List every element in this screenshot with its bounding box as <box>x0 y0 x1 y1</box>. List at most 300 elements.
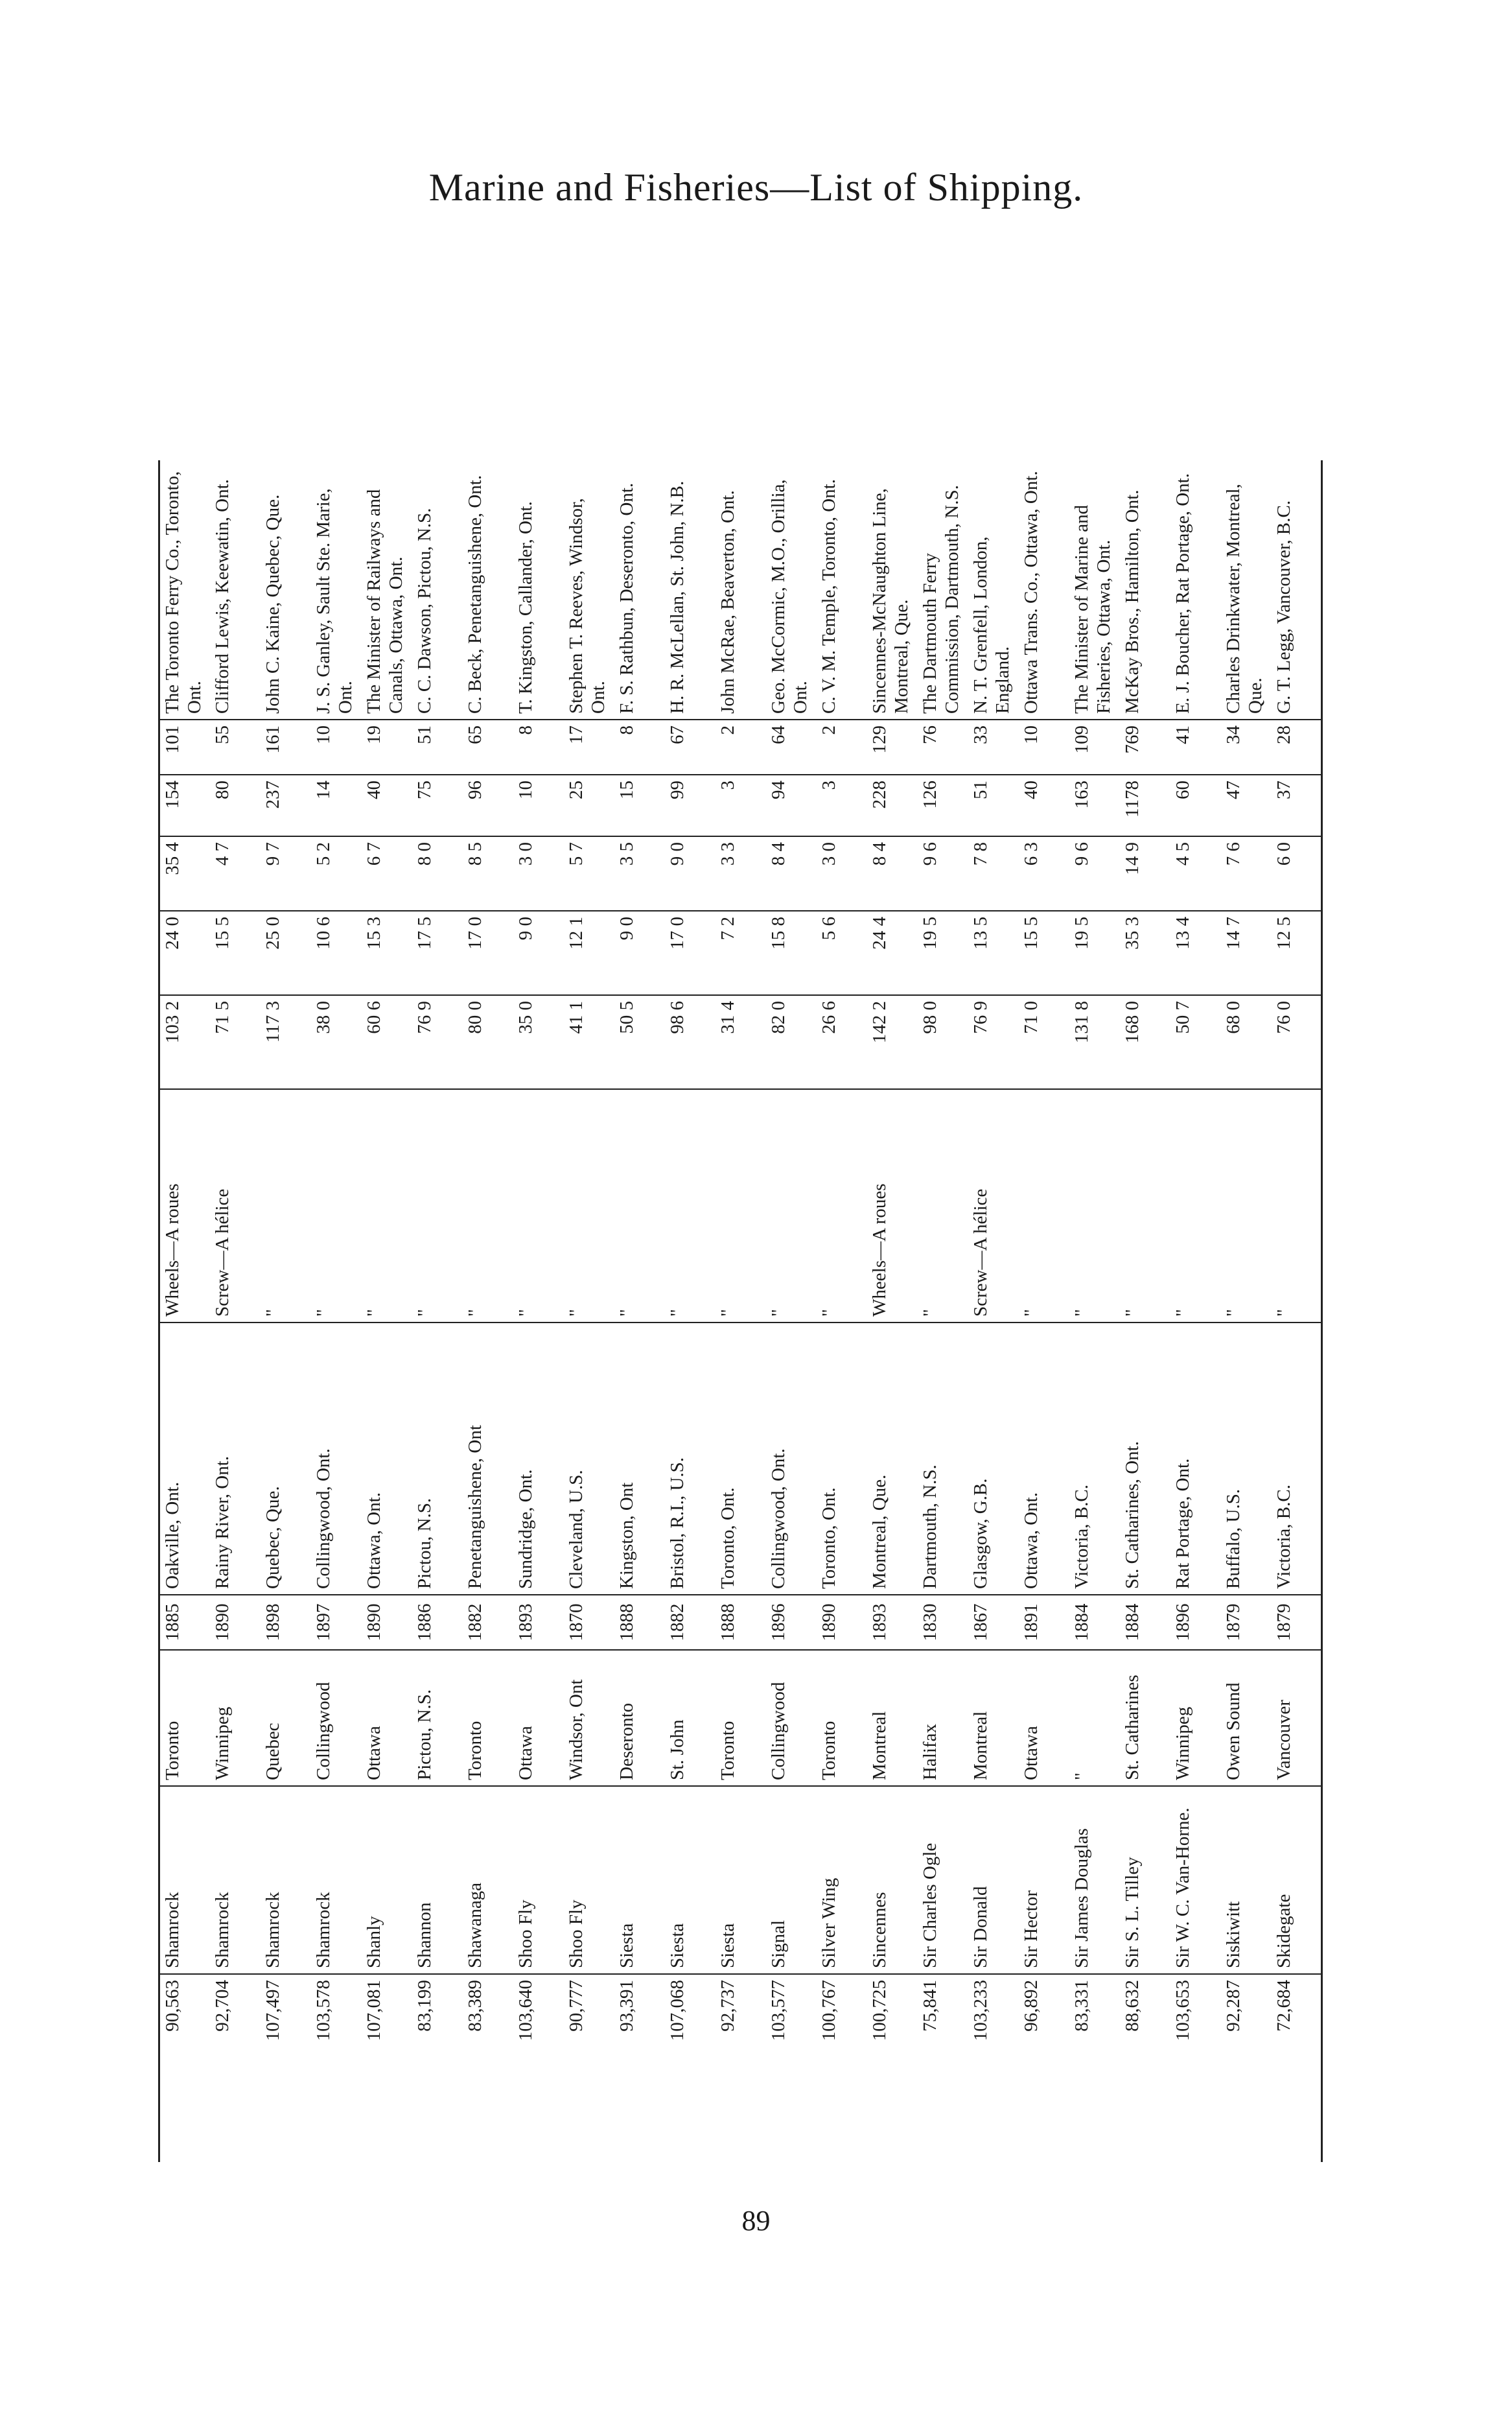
net-tonnage-cell: 17 <box>564 720 614 775</box>
where-built-cell: Bristol, R.I., U.S. <box>665 1323 715 1595</box>
year-built-cell: 1898 <box>261 1595 311 1650</box>
year-built-cell: 1897 <box>311 1595 362 1650</box>
table-row <box>311 460 362 2162</box>
owner-cell: Stephen T. Reeves, Windsor, Ont. <box>565 498 609 714</box>
table-row <box>867 460 918 2162</box>
net-tonnage-cell: 55 <box>210 720 261 775</box>
page-number: 89 <box>741 2205 771 2237</box>
gross-tonnage-cell: 228 <box>867 775 918 836</box>
table-row <box>1069 460 1120 2162</box>
official-number-cell: 100,767 <box>817 1974 867 2162</box>
where-built-cell: Dartmouth, N.S. <box>918 1323 968 1595</box>
year-built-cell: 1884 <box>1120 1595 1170 1650</box>
official-number-cell: 107,497 <box>261 1974 311 2162</box>
owner-cell: Sincennes-McNaughton Line, Montreal, Que. <box>868 488 912 714</box>
port-of-registry-cell: Vancouver <box>1272 1650 1322 1786</box>
gross-tonnage-cell: 126 <box>918 775 968 836</box>
owner-cell: Geo. McCormic, M.O., Orillia, Ont. <box>767 479 811 714</box>
port-of-registry-cell: Toronto <box>159 1650 210 1786</box>
table-row <box>766 460 817 2162</box>
propulsion-cell: " <box>412 1089 463 1323</box>
propulsion-cell: " <box>513 1089 564 1323</box>
breadth-cell: 17 0 <box>463 911 513 995</box>
vessel-name-cell: Siskiwitt <box>1221 1786 1272 1974</box>
official-number-cell: 103,653 <box>1170 1974 1221 2162</box>
shipping-table-body <box>159 460 1322 2162</box>
year-built-cell: 1888 <box>715 1595 766 1650</box>
breadth-cell: 35 3 <box>1120 911 1170 995</box>
vessel-name-cell: Shamrock <box>311 1786 362 1974</box>
where-built-cell: Collingwood, Ont. <box>311 1323 362 1595</box>
official-number-cell: 103,640 <box>513 1974 564 2162</box>
official-number-cell: 100,725 <box>867 1974 918 2162</box>
year-built-cell: 1885 <box>159 1595 210 1650</box>
where-built-cell: Rainy River, Ont. <box>210 1323 261 1595</box>
depth-cell: 3 0 <box>513 836 564 911</box>
depth-cell: 8 5 <box>463 836 513 911</box>
official-number-cell: 103,577 <box>766 1974 817 2162</box>
vessel-name-cell: Siesta <box>614 1786 665 1974</box>
net-tonnage-cell: 28 <box>1272 720 1322 775</box>
year-built-cell: 1879 <box>1221 1595 1272 1650</box>
port-of-registry-cell: Toronto <box>817 1650 867 1786</box>
shipping-table <box>158 460 1323 2162</box>
where-built-cell: Cleveland, U.S. <box>564 1323 614 1595</box>
net-tonnage-cell: 769 <box>1120 720 1170 775</box>
propulsion-cell: Wheels—A roues <box>867 1089 918 1323</box>
year-built-cell: 1830 <box>918 1595 968 1650</box>
gross-tonnage-cell: 37 <box>1272 775 1322 836</box>
gross-tonnage-cell: 80 <box>210 775 261 836</box>
vessel-name-cell: Shoo Fly <box>513 1786 564 1974</box>
propulsion-cell: " <box>564 1089 614 1323</box>
owner-cell: Ottawa Trans. Co., Ottawa, Ont. <box>1020 471 1041 714</box>
official-number-cell: 90,777 <box>564 1974 614 2162</box>
year-built-cell: 1888 <box>614 1595 665 1650</box>
table-row <box>715 460 766 2162</box>
year-built-cell: 1882 <box>463 1595 513 1650</box>
net-tonnage-cell: 129 <box>867 720 918 775</box>
year-built-cell: 1867 <box>968 1595 1019 1650</box>
owner-cell: Charles Drinkwater, Montreal, Que. <box>1222 484 1266 714</box>
where-built-cell: Collingwood, Ont. <box>766 1323 817 1595</box>
propulsion-cell: " <box>311 1089 362 1323</box>
gross-tonnage-cell: 1178 <box>1120 775 1170 836</box>
port-of-registry-cell: Winnipeg <box>1170 1650 1221 1786</box>
length-cell: 26 6 <box>817 995 867 1089</box>
vessel-name-cell: Shawanaga <box>463 1786 513 1974</box>
owner-cell: John McRae, Beaverton, Ont. <box>717 490 738 714</box>
official-number-cell: 88,632 <box>1120 1974 1170 2162</box>
net-tonnage-cell: 41 <box>1170 720 1221 775</box>
depth-cell: 6 7 <box>362 836 412 911</box>
official-number-cell: 103,578 <box>311 1974 362 2162</box>
port-of-registry-cell: Deseronto <box>614 1650 665 1786</box>
gross-tonnage-cell: 154 <box>159 775 210 836</box>
breadth-cell: 25 0 <box>261 911 311 995</box>
table-row <box>513 460 564 2162</box>
depth-cell: 4 5 <box>1170 836 1221 911</box>
propulsion-cell: " <box>1120 1089 1170 1323</box>
net-tonnage-cell: 101 <box>159 720 210 775</box>
breadth-cell: 13 4 <box>1170 911 1221 995</box>
vessel-name-cell: Skidegate <box>1272 1786 1322 1974</box>
table-row <box>665 460 715 2162</box>
net-tonnage-cell: 8 <box>614 720 665 775</box>
net-tonnage-cell: 109 <box>1069 720 1120 775</box>
where-built-cell: Penetanguishene, Ont <box>463 1323 513 1595</box>
vessel-name-cell: Shamrock <box>210 1786 261 1974</box>
owner-cell: E. J. Boucher, Rat Portage, Ont. <box>1172 473 1193 714</box>
breadth-cell: 5 6 <box>817 911 867 995</box>
official-number-cell: 92,287 <box>1221 1974 1272 2162</box>
breadth-cell: 12 1 <box>564 911 614 995</box>
net-tonnage-cell: 161 <box>261 720 311 775</box>
owner-cell: C. V. M. Temple, Toronto, Ont. <box>818 479 839 714</box>
page-title: Marine and Fisheries—List of Shipping. <box>428 166 1084 209</box>
length-cell: 131 8 <box>1069 995 1120 1089</box>
official-number-cell: 83,331 <box>1069 1974 1120 2162</box>
where-built-cell: Buffalo, U.S. <box>1221 1323 1272 1595</box>
breadth-cell: 13 5 <box>968 911 1019 995</box>
net-tonnage-cell: 10 <box>1019 720 1069 775</box>
gross-tonnage-cell: 163 <box>1069 775 1120 836</box>
propulsion-cell: " <box>261 1089 311 1323</box>
port-of-registry-cell: Collingwood <box>311 1650 362 1786</box>
length-cell: 71 0 <box>1019 995 1069 1089</box>
official-number-cell: 83,199 <box>412 1974 463 2162</box>
port-of-registry-cell: Winnipeg <box>210 1650 261 1786</box>
owner-cell: C. Beck, Penetanguishene, Ont. <box>464 475 485 714</box>
where-built-cell: Victoria, B.C. <box>1272 1323 1322 1595</box>
gross-tonnage-cell: 60 <box>1170 775 1221 836</box>
gross-tonnage-cell: 51 <box>968 775 1019 836</box>
where-built-cell: Toronto, Ont. <box>817 1323 867 1595</box>
table-row <box>261 460 311 2162</box>
depth-cell: 6 0 <box>1272 836 1322 911</box>
year-built-cell: 1891 <box>1019 1595 1069 1650</box>
table-row <box>564 460 614 2162</box>
length-cell: 98 6 <box>665 995 715 1089</box>
where-built-cell: Victoria, B.C. <box>1069 1323 1120 1595</box>
length-cell: 50 5 <box>614 995 665 1089</box>
where-built-cell: Quebec, Que. <box>261 1323 311 1595</box>
owner-cell: The Minister of Marine and Fisheries, Ottawa, Ont. <box>1071 504 1114 714</box>
owner-cell: H. R. McLellan, St. John, N.B. <box>666 480 688 714</box>
gross-tonnage-cell: 94 <box>766 775 817 836</box>
vessel-name-cell: Shamrock <box>159 1786 210 1974</box>
vessel-name-cell: Siesta <box>715 1786 766 1974</box>
table-row <box>1019 460 1069 2162</box>
length-cell: 31 4 <box>715 995 766 1089</box>
length-cell: 117 3 <box>261 995 311 1089</box>
port-of-registry-cell: Collingwood <box>766 1650 817 1786</box>
depth-cell: 9 0 <box>665 836 715 911</box>
where-built-cell: Ottawa, Ont. <box>1019 1323 1069 1595</box>
owner-cell: C. C. Dawson, Pictou, N.S. <box>413 508 435 714</box>
where-built-cell: Sundridge, Ont. <box>513 1323 564 1595</box>
gross-tonnage-cell: 47 <box>1221 775 1272 836</box>
table-row <box>918 460 968 2162</box>
port-of-registry-cell: Pictou, N.S. <box>412 1650 463 1786</box>
year-built-cell: 1896 <box>1170 1595 1221 1650</box>
vessel-name-cell: Sir Donald <box>968 1786 1019 1974</box>
depth-cell: 9 6 <box>1069 836 1120 911</box>
vessel-name-cell: Silver Wing <box>817 1786 867 1974</box>
propulsion-cell: " <box>817 1089 867 1323</box>
propulsion-cell: " <box>614 1089 665 1323</box>
propulsion-cell: Screw—A hélice <box>968 1089 1019 1323</box>
net-tonnage-cell: 67 <box>665 720 715 775</box>
gross-tonnage-cell: 96 <box>463 775 513 836</box>
year-built-cell: 1893 <box>513 1595 564 1650</box>
table-row <box>463 460 513 2162</box>
breadth-cell: 24 4 <box>867 911 918 995</box>
gross-tonnage-cell: 40 <box>1019 775 1069 836</box>
propulsion-cell: Screw—A hélice <box>210 1089 261 1323</box>
port-of-registry-cell: Toronto <box>715 1650 766 1786</box>
length-cell: 41 1 <box>564 995 614 1089</box>
official-number-cell: 90,563 <box>159 1974 210 2162</box>
port-of-registry-cell: Quebec <box>261 1650 311 1786</box>
where-built-cell: Kingston, Ont <box>614 1323 665 1595</box>
official-number-cell: 92,704 <box>210 1974 261 2162</box>
official-number-cell: 107,081 <box>362 1974 412 2162</box>
year-built-cell: 1893 <box>867 1595 918 1650</box>
gross-tonnage-cell: 40 <box>362 775 412 836</box>
port-of-registry-cell: Windsor, Ont <box>564 1650 614 1786</box>
depth-cell: 8 4 <box>867 836 918 911</box>
port-of-registry-cell: Halifax <box>918 1650 968 1786</box>
length-cell: 82 0 <box>766 995 817 1089</box>
length-cell: 76 0 <box>1272 995 1322 1089</box>
where-built-cell: St. Catharines, Ont. <box>1120 1323 1170 1595</box>
breadth-cell: 15 3 <box>362 911 412 995</box>
depth-cell: 14 9 <box>1120 836 1170 911</box>
owner-cell: The Toronto Ferry Co., Toronto, Ont. <box>162 471 205 714</box>
vessel-name-cell: Signal <box>766 1786 817 1974</box>
gross-tonnage-cell: 25 <box>564 775 614 836</box>
net-tonnage-cell: 33 <box>968 720 1019 775</box>
propulsion-cell: " <box>1019 1089 1069 1323</box>
length-cell: 103 2 <box>159 995 210 1089</box>
length-cell: 60 6 <box>362 995 412 1089</box>
port-of-registry-cell: Ottawa <box>1019 1650 1069 1786</box>
vessel-name-cell: Sincennes <box>867 1786 918 1974</box>
table-row <box>210 460 261 2162</box>
table-row <box>1221 460 1272 2162</box>
owner-cell: J. S. Ganley, Sault Ste. Marie, Ont. <box>312 488 356 714</box>
year-built-cell: 1896 <box>766 1595 817 1650</box>
table-row <box>1272 460 1322 2162</box>
owner-cell: N. T. Grenfell, London, England. <box>970 536 1013 714</box>
length-cell: 35 0 <box>513 995 564 1089</box>
owner-cell: The Minister of Railways and Canals, Ottawa, Ont. <box>363 489 406 714</box>
depth-cell: 35 4 <box>159 836 210 911</box>
breadth-cell: 19 5 <box>1069 911 1120 995</box>
gross-tonnage-cell: 99 <box>665 775 715 836</box>
table-row <box>362 460 412 2162</box>
net-tonnage-cell: 10 <box>311 720 362 775</box>
official-number-cell: 103,233 <box>968 1974 1019 2162</box>
gross-tonnage-cell: 3 <box>715 775 766 836</box>
depth-cell: 8 4 <box>766 836 817 911</box>
propulsion-cell: " <box>918 1089 968 1323</box>
breadth-cell: 15 5 <box>1019 911 1069 995</box>
year-built-cell: 1890 <box>817 1595 867 1650</box>
breadth-cell: 9 0 <box>513 911 564 995</box>
year-built-cell: 1870 <box>564 1595 614 1650</box>
vessel-name-cell: Sir Charles Ogle <box>918 1786 968 1974</box>
gross-tonnage-cell: 75 <box>412 775 463 836</box>
propulsion-cell: " <box>715 1089 766 1323</box>
net-tonnage-cell: 65 <box>463 720 513 775</box>
table-row <box>412 460 463 2162</box>
breadth-cell: 17 5 <box>412 911 463 995</box>
breadth-cell: 10 6 <box>311 911 362 995</box>
port-of-registry-cell: " <box>1069 1650 1120 1786</box>
owner-cell: John C. Kaine, Quebec, Que. <box>262 494 283 714</box>
official-number-cell: 107,068 <box>665 1974 715 2162</box>
propulsion-cell: " <box>362 1089 412 1323</box>
year-built-cell: 1884 <box>1069 1595 1120 1650</box>
vessel-name-cell: Shamrock <box>261 1786 311 1974</box>
net-tonnage-cell: 8 <box>513 720 564 775</box>
breadth-cell: 15 8 <box>766 911 817 995</box>
shipping-table-rotated <box>158 460 1312 2162</box>
owner-cell: G. T. Legg, Vancouver, B.C. <box>1273 500 1294 714</box>
official-number-cell: 93,391 <box>614 1974 665 2162</box>
depth-cell: 8 0 <box>412 836 463 911</box>
official-number-cell: 75,841 <box>918 1974 968 2162</box>
owner-cell: The Dartmouth Ferry Commission, Dartmouth, N.S. <box>919 485 962 714</box>
breadth-cell: 24 0 <box>159 911 210 995</box>
net-tonnage-cell: 2 <box>715 720 766 775</box>
depth-cell: 5 7 <box>564 836 614 911</box>
gross-tonnage-cell: 15 <box>614 775 665 836</box>
owner-cell: T. Kingston, Callander, Ont. <box>515 501 536 714</box>
breadth-cell: 15 5 <box>210 911 261 995</box>
vessel-name-cell: Shannon <box>412 1786 463 1974</box>
vessel-name-cell: Sir S. L. Tilley <box>1120 1786 1170 1974</box>
where-built-cell: Rat Portage, Ont. <box>1170 1323 1221 1595</box>
depth-cell: 7 6 <box>1221 836 1272 911</box>
year-built-cell: 1886 <box>412 1595 463 1650</box>
length-cell: 50 7 <box>1170 995 1221 1089</box>
where-built-cell: Glasgow, G.B. <box>968 1323 1019 1595</box>
table-row <box>1120 460 1170 2162</box>
table-row <box>614 460 665 2162</box>
propulsion-cell: " <box>1069 1089 1120 1323</box>
owner-cell: McKay Bros., Hamilton, Ont. <box>1121 489 1143 714</box>
depth-cell: 5 2 <box>311 836 362 911</box>
port-of-registry-cell: Ottawa <box>362 1650 412 1786</box>
breadth-cell: 7 2 <box>715 911 766 995</box>
propulsion-cell: " <box>463 1089 513 1323</box>
length-cell: 76 9 <box>412 995 463 1089</box>
propulsion-cell: Wheels—A roues <box>159 1089 210 1323</box>
table-row <box>1170 460 1221 2162</box>
length-cell: 68 0 <box>1221 995 1272 1089</box>
vessel-name-cell: Sir W. C. Van-Horne. <box>1170 1786 1221 1974</box>
breadth-cell: 9 0 <box>614 911 665 995</box>
propulsion-cell: " <box>665 1089 715 1323</box>
length-cell: 142 2 <box>867 995 918 1089</box>
where-built-cell: Ottawa, Ont. <box>362 1323 412 1595</box>
depth-cell: 7 8 <box>968 836 1019 911</box>
table-row <box>817 460 867 2162</box>
breadth-cell: 14 7 <box>1221 911 1272 995</box>
port-of-registry-cell: Montreal <box>867 1650 918 1786</box>
propulsion-cell: " <box>1272 1089 1322 1323</box>
vessel-name-cell: Sir Hector <box>1019 1786 1069 1974</box>
net-tonnage-cell: 76 <box>918 720 968 775</box>
propulsion-cell: " <box>1221 1089 1272 1323</box>
port-of-registry-cell: Toronto <box>463 1650 513 1786</box>
official-number-cell: 92,737 <box>715 1974 766 2162</box>
where-built-cell: Oakville, Ont. <box>159 1323 210 1595</box>
depth-cell: 3 5 <box>614 836 665 911</box>
net-tonnage-cell: 2 <box>817 720 867 775</box>
depth-cell: 9 6 <box>918 836 968 911</box>
length-cell: 38 0 <box>311 995 362 1089</box>
official-number-cell: 96,892 <box>1019 1974 1069 2162</box>
vessel-name-cell: Shanly <box>362 1786 412 1974</box>
table-row <box>159 460 210 2162</box>
gross-tonnage-cell: 237 <box>261 775 311 836</box>
gross-tonnage-cell: 3 <box>817 775 867 836</box>
owner-cell: F. S. Rathbun, Deseronto, Ont. <box>616 482 637 714</box>
port-of-registry-cell: Montreal <box>968 1650 1019 1786</box>
length-cell: 98 0 <box>918 995 968 1089</box>
where-built-cell: Pictou, N.S. <box>412 1323 463 1595</box>
year-built-cell: 1882 <box>665 1595 715 1650</box>
propulsion-cell: " <box>1170 1089 1221 1323</box>
vessel-name-cell: Shoo Fly <box>564 1786 614 1974</box>
table-row <box>968 460 1019 2162</box>
year-built-cell: 1890 <box>362 1595 412 1650</box>
length-cell: 76 9 <box>968 995 1019 1089</box>
net-tonnage-cell: 51 <box>412 720 463 775</box>
official-number-cell: 72,684 <box>1272 1974 1322 2162</box>
gross-tonnage-cell: 14 <box>311 775 362 836</box>
official-number-cell: 83,389 <box>463 1974 513 2162</box>
depth-cell: 3 3 <box>715 836 766 911</box>
breadth-cell: 12 5 <box>1272 911 1322 995</box>
where-built-cell: Toronto, Ont. <box>715 1323 766 1595</box>
depth-cell: 4 7 <box>210 836 261 911</box>
net-tonnage-cell: 19 <box>362 720 412 775</box>
vessel-name-cell: Sir James Douglas <box>1069 1786 1120 1974</box>
port-of-registry-cell: St. Catharines <box>1120 1650 1170 1786</box>
port-of-registry-cell: St. John <box>665 1650 715 1786</box>
port-of-registry-cell: Owen Sound <box>1221 1650 1272 1786</box>
length-cell: 168 0 <box>1120 995 1170 1089</box>
year-built-cell: 1879 <box>1272 1595 1322 1650</box>
breadth-cell: 19 5 <box>918 911 968 995</box>
port-of-registry-cell: Ottawa <box>513 1650 564 1786</box>
depth-cell: 6 3 <box>1019 836 1069 911</box>
gross-tonnage-cell: 10 <box>513 775 564 836</box>
propulsion-cell: " <box>766 1089 817 1323</box>
where-built-cell: Montreal, Que. <box>867 1323 918 1595</box>
year-built-cell: 1890 <box>210 1595 261 1650</box>
breadth-cell: 17 0 <box>665 911 715 995</box>
owner-cell: Clifford Lewis, Keewatin, Ont. <box>211 479 233 714</box>
length-cell: 80 0 <box>463 995 513 1089</box>
depth-cell: 9 7 <box>261 836 311 911</box>
length-cell: 71 5 <box>210 995 261 1089</box>
